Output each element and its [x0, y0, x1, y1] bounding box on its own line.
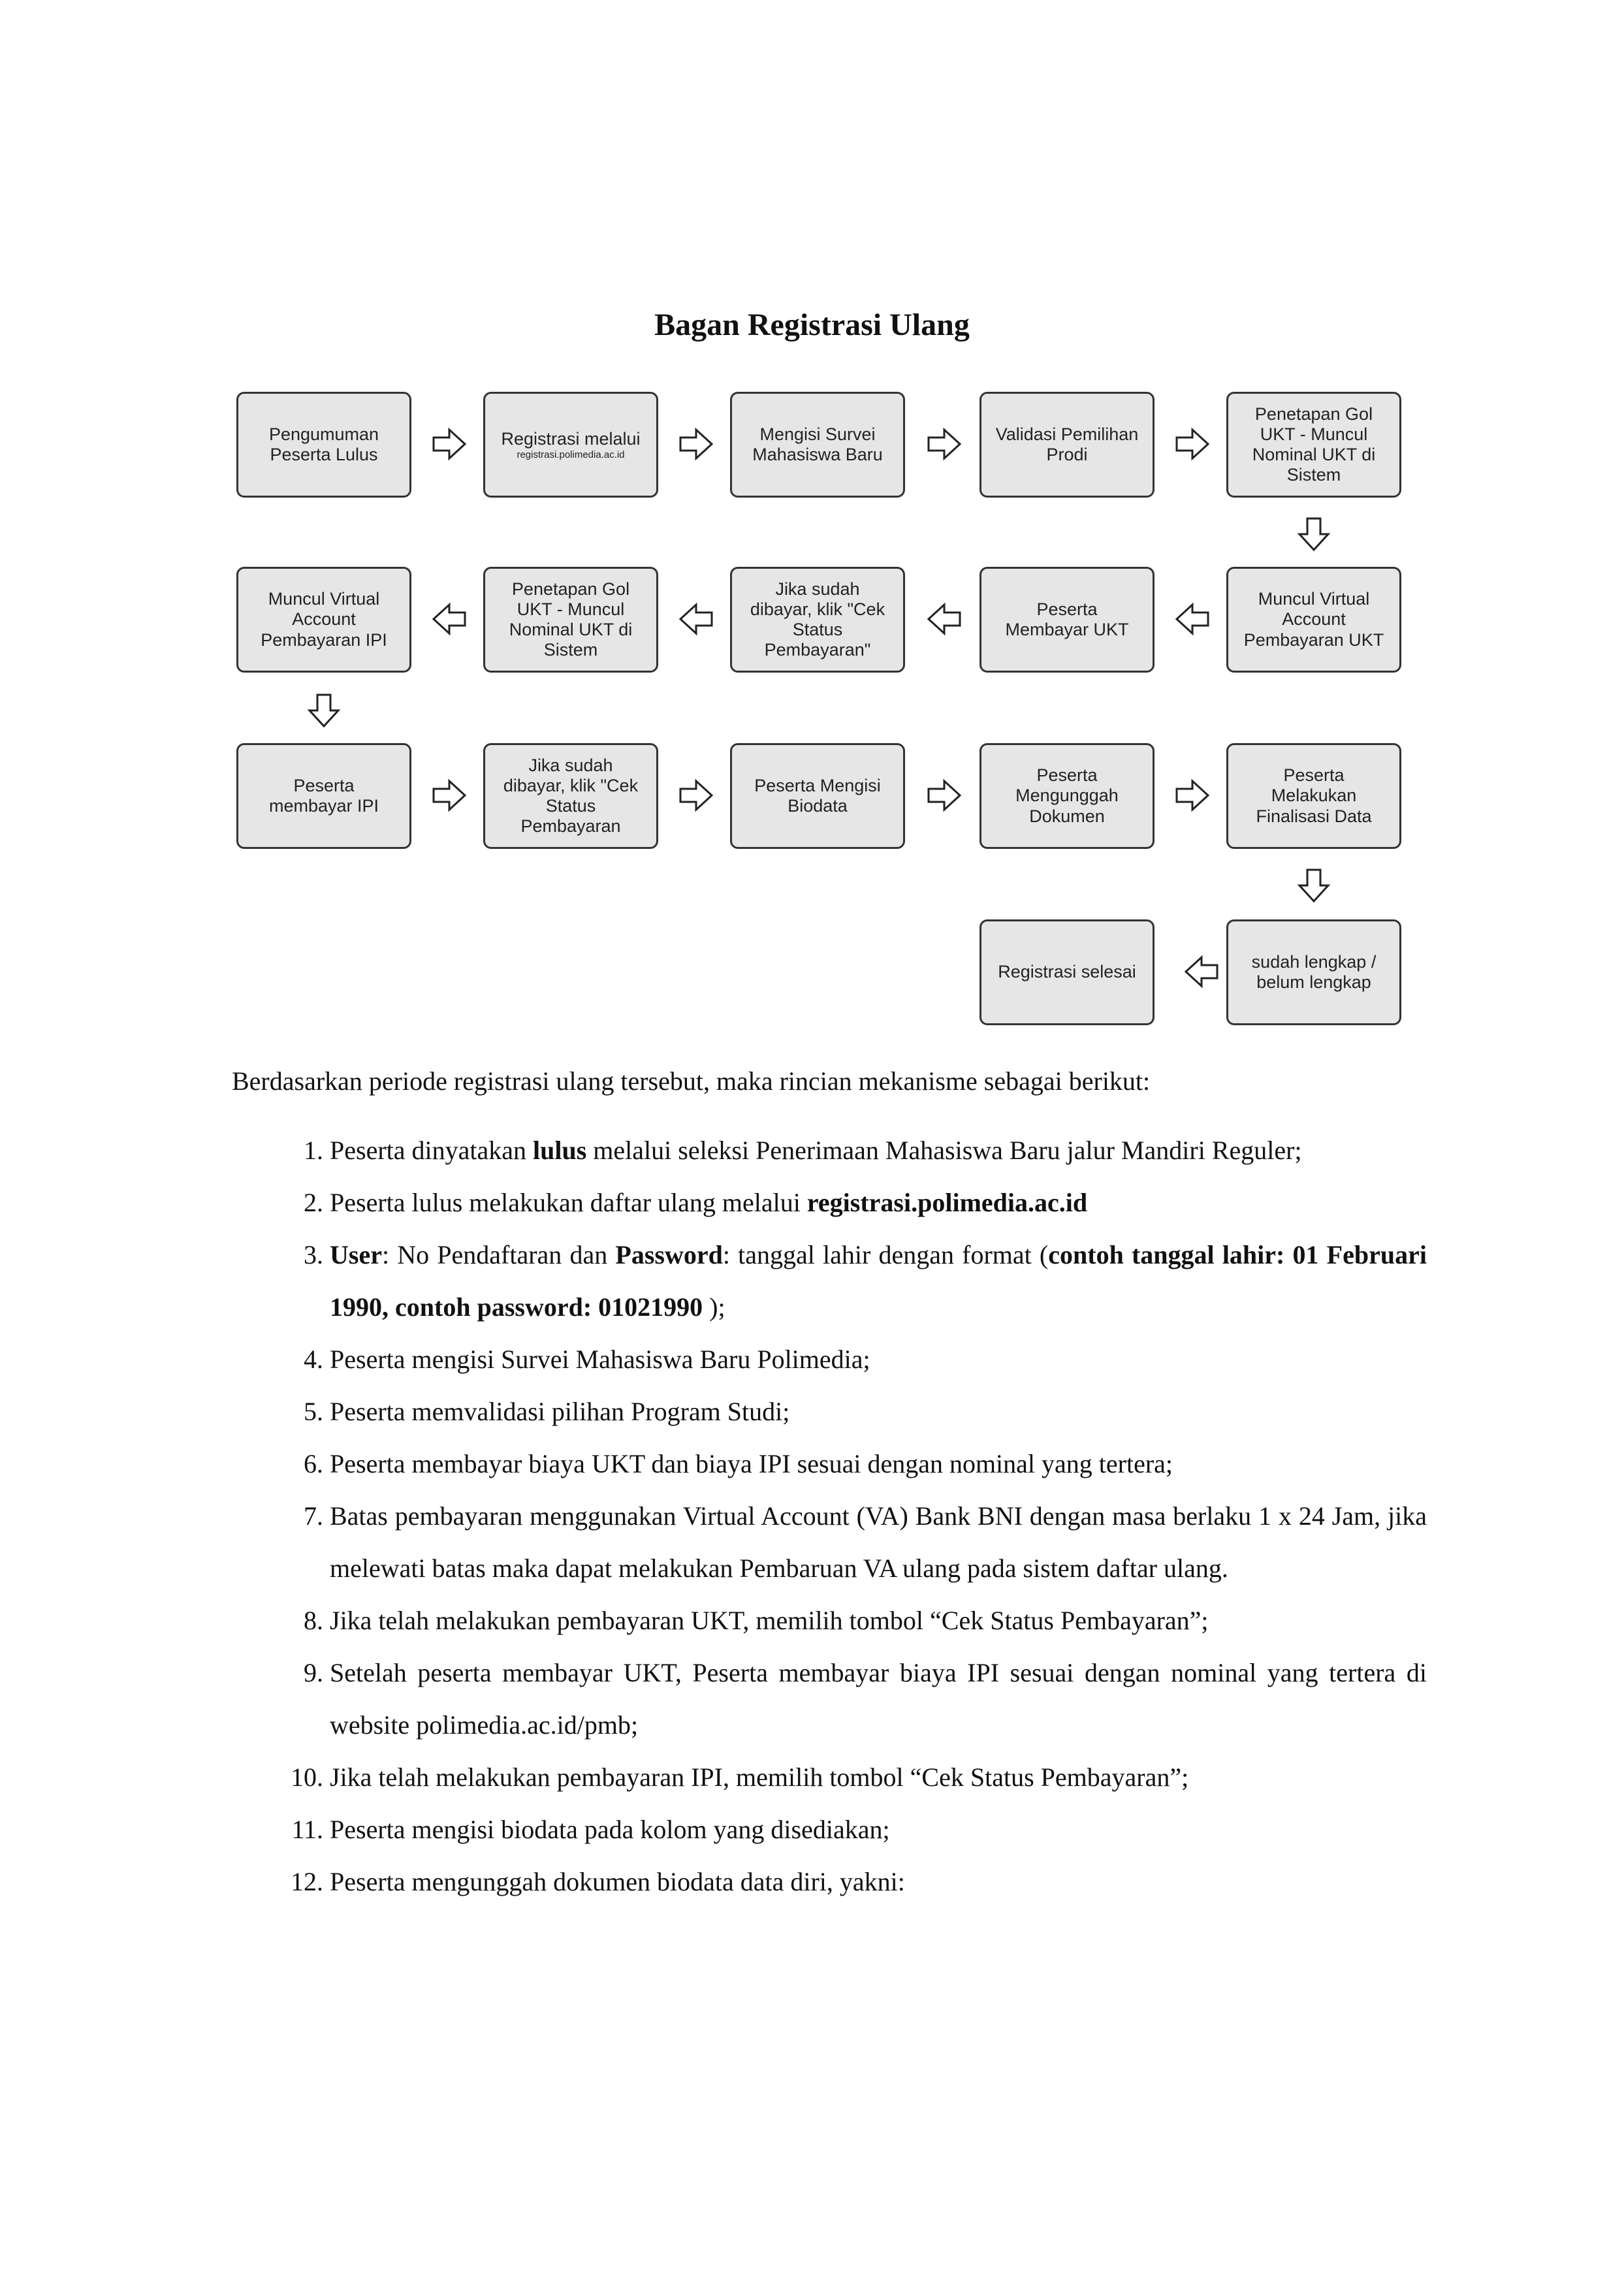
arrow-left-icon — [1173, 599, 1212, 639]
list-item: 1. Peserta dinyatakan lulus melalui seleksi Penerimaan Mahasiswa Baru jalur Mandiri Reguler; — [304, 1136, 1302, 1165]
flow-step-penetapan-ukt: Penetapan Gol UKT - Muncul Nominal UKT di Sistem — [1226, 392, 1401, 498]
flow-step-cek-status-ukt: Jika sudah dibayar, klik "Cek Status Pembayaran" — [730, 567, 905, 673]
flow-step-unggah-dokumen: Peserta Mengunggah Dokumen — [979, 743, 1154, 849]
arrow-left-icon — [430, 599, 469, 639]
arrow-down-icon — [1294, 866, 1333, 905]
flow-step-penetapan-ukt-2: Penetapan Gol UKT - Muncul Nominal UKT di Sistem — [483, 567, 658, 673]
arrow-right-icon — [677, 776, 716, 815]
arrow-right-icon — [677, 424, 716, 464]
flow-step-va-ukt: Muncul Virtual Account Pembayaran UKT — [1226, 567, 1401, 673]
arrow-left-icon — [1182, 952, 1221, 991]
list-item: 10. Jika telah melakukan pembayaran IPI, memilih tombol “Cek Status Pembayaran”; — [291, 1762, 1189, 1792]
arrow-down-icon — [304, 691, 343, 730]
flow-step-pengumuman: Pengumuman Peserta Lulus — [236, 392, 411, 498]
flow-step-bayar-ukt: Peserta Membayar UKT — [979, 567, 1154, 673]
flow-step-bayar-ipi: Peserta membayar IPI — [236, 743, 411, 849]
list-item: 11. Peserta mengisi biodata pada kolom yang disediakan; — [291, 1815, 890, 1844]
flow-step-validasi-prodi: Validasi Pemilihan Prodi — [979, 392, 1154, 498]
arrow-right-icon — [925, 776, 964, 815]
arrow-right-icon — [1173, 424, 1212, 464]
flow-step-survei: Mengisi Survei Mahasiswa Baru — [730, 392, 905, 498]
intro-text: Berdasarkan periode registrasi ulang tersebut, maka rincian mekanisme sebagai berikut: — [232, 1066, 1151, 1096]
list-item: 4. Peserta mengisi Survei Mahasiswa Baru Polimedia; — [304, 1345, 870, 1374]
flow-step-cek-status-ipi: Jika sudah dibayar, klik "Cek Status Pembayaran — [483, 743, 658, 849]
list-item: 2. Peserta lulus melakukan daftar ulang melalui registrasi.polimedia.ac.id — [304, 1188, 1088, 1217]
list-item: 6. Peserta membayar biaya UKT dan biaya IPI sesuai dengan nominal yang tertera; — [304, 1449, 1173, 1478]
flow-step-biodata: Peserta Mengisi Biodata — [730, 743, 905, 849]
arrow-right-icon — [925, 424, 964, 464]
list-item: 5. Peserta memvalidasi pilihan Program Studi; — [304, 1397, 790, 1426]
arrow-right-icon — [1173, 776, 1212, 815]
arrow-down-icon — [1294, 515, 1333, 554]
arrow-right-icon — [430, 424, 469, 464]
list-item: 8. Jika telah melakukan pembayaran UKT, memilih tombol “Cek Status Pembayaran”; — [304, 1606, 1209, 1635]
arrow-right-icon — [430, 776, 469, 815]
arrow-left-icon — [925, 599, 964, 639]
flow-step-va-ipi: Muncul Virtual Account Pembayaran IPI — [236, 567, 411, 673]
list-item: 7. Batas pembayaran menggunakan Virtual Account (VA) Bank BNI dengan masa berlaku 1 x 24 Jam, jika melewati batas maka dapat melakukan Pembaruan VA ulang pada sistem daftar ulang. — [304, 1501, 1427, 1583]
flow-step-registrasi: Registrasi melalui registrasi.polimedia.ac.id — [483, 392, 658, 498]
list-item: 12. Peserta mengunggah dokumen biodata data diri, yakni: — [291, 1867, 905, 1896]
arrow-left-icon — [677, 599, 716, 639]
list-item: 9. Setelah peserta membayar UKT, Peserta membayar biaya IPI sesuai dengan nominal yang tertera di website polimedia.ac.id/pmb; — [304, 1658, 1427, 1740]
flow-step-finalisasi: Peserta Melakukan Finalisasi Data — [1226, 743, 1401, 849]
flow-step-registrasi-selesai: Registrasi selesai — [979, 919, 1154, 1025]
procedure-list — [232, 1124, 1427, 1908]
flow-step-kelengkapan: sudah lengkap / belum lengkap — [1226, 919, 1401, 1025]
page-title: Bagan Registrasi Ulang — [654, 308, 970, 342]
list-item: 3. User: No Pendaftaran dan Password: tanggal lahir dengan format (contoh tanggal lahir: 01 Februari 1990, contoh password: 01021990 ); — [304, 1240, 1427, 1322]
